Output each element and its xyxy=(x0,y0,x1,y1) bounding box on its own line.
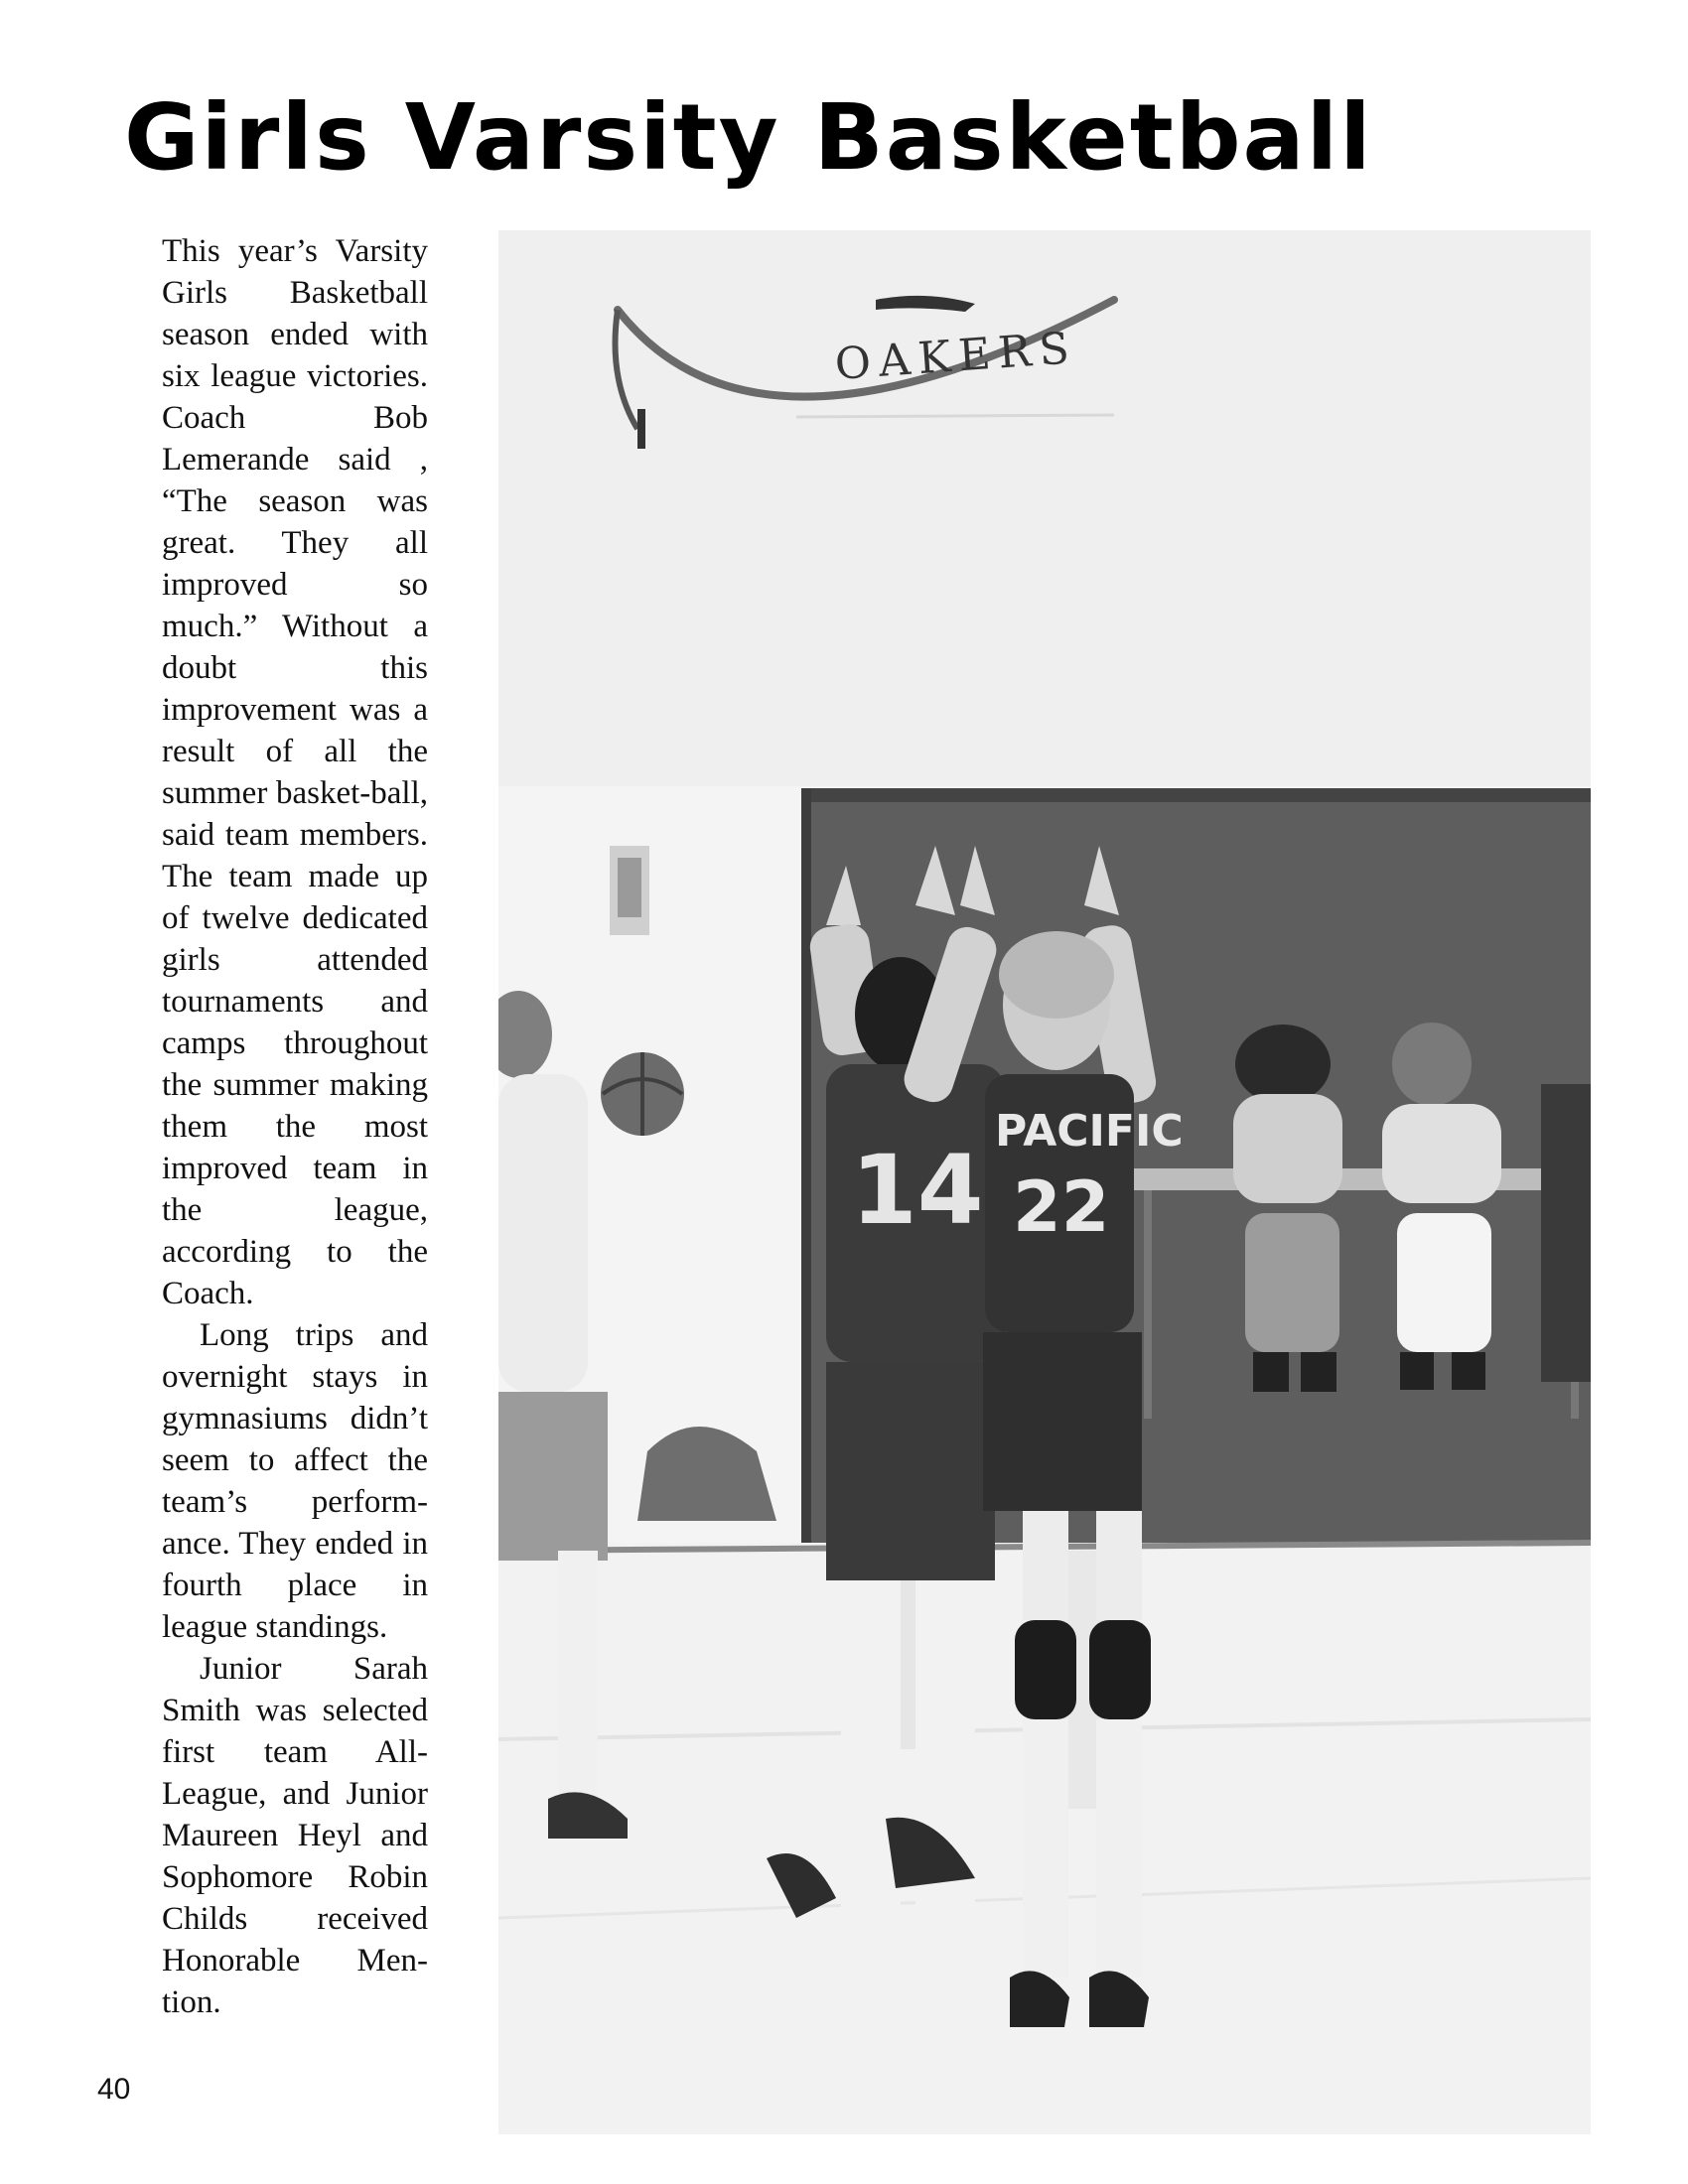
jersey-left-number: 14 xyxy=(851,1135,984,1246)
page-title: Girls Varsity Basketball xyxy=(124,84,1373,191)
wall-sign-text: OAKERS xyxy=(833,323,1079,390)
article-paragraph-3: Junior Sarah Smith was selected first team All-League, and Junior Maureen Heyl and Sophomore Robin Childs received Honorable Men-tion. xyxy=(162,1651,428,2020)
jersey-right-team: PACIFIC xyxy=(995,1106,1184,1157)
basketball-photo xyxy=(498,230,1591,2134)
page-number: 40 xyxy=(97,2073,131,2106)
article-body xyxy=(162,230,428,2023)
basketball-photo-illustration xyxy=(498,230,1591,2134)
jersey-right-number: 22 xyxy=(1013,1166,1110,1248)
article-paragraph-1: This year’s Varsity Girls Basketball season ended with six league victories. Coach Bob Lemerande said , “The season was great. They all improved so much.” Without a doubt this improvement was a result of all the summer basket-ball, said team members. The team made up of twelve dedicated girls attended tournaments and camps throughout the summer making them the most improved team in the league, according to the Coach. xyxy=(162,233,428,1311)
article-paragraph-2: Long trips and overnight stays in gymnasiums didn’t seem to affect the team’s perform-ance. They ended in fourth place in league standings. xyxy=(162,1317,428,1645)
